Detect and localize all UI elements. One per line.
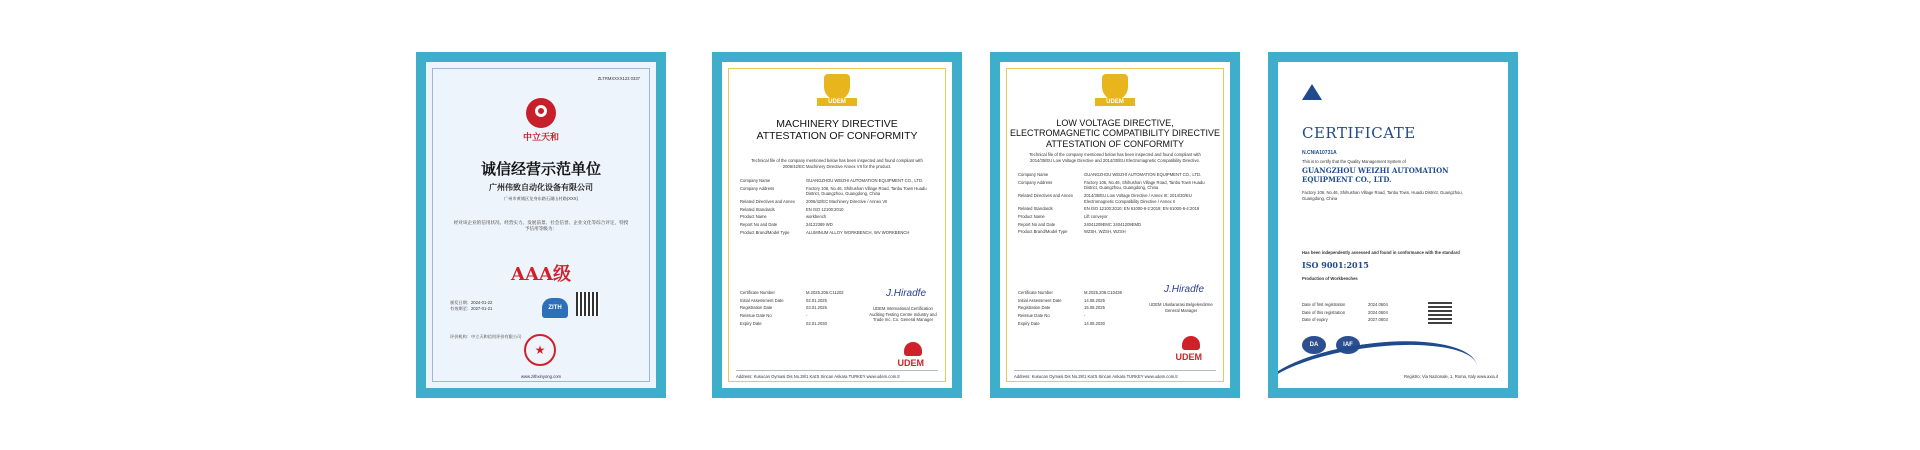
detail-row	[1018, 222, 1212, 228]
detail-key: Reissue Date No	[1018, 313, 1050, 319]
intro: Technical file of the company mentioned below has been inspected and found compliant with 2006/42/EC Machinery Directive Annex VII for the product.	[751, 158, 923, 169]
detail-row	[1018, 172, 1212, 178]
scope: Production of Workbenches	[1302, 276, 1358, 281]
qr-code-icon	[576, 292, 600, 316]
detail-value: M.2025.206.C10436	[1084, 290, 1122, 295]
detail-rows	[740, 178, 934, 237]
signer: UDEM Uluslararasi Belgelendirme General Manager	[1149, 302, 1213, 313]
detail-key: Related Standards	[1018, 206, 1053, 212]
detail-value: WZSH, WZSH, WZSH	[1084, 229, 1126, 235]
title-line-2: ATTESTATION OF CONFORMITY	[756, 130, 918, 143]
machinery-certificate	[712, 52, 962, 398]
detail-value: Lift conveyor	[1084, 214, 1108, 220]
detail-value: 02.01.2030	[806, 320, 827, 326]
detail-row	[740, 207, 934, 213]
detail-row	[740, 305, 842, 311]
detail-key: Reissue Date No	[740, 313, 772, 319]
detail-key: Date of expiry	[1302, 317, 1328, 323]
detail-row	[1018, 298, 1120, 304]
detail-row	[740, 230, 934, 236]
iaf-badge: IAF	[1336, 336, 1360, 354]
detail-value: Factory 106, No.46, Shihushan Village Road, Tanbu Town Huadu District, Guangzhou, Guangdong, China	[806, 185, 927, 197]
signature: J.Hiradfe	[885, 288, 926, 299]
detail-key: Company Name	[740, 178, 771, 183]
detail-row	[1018, 290, 1120, 296]
detail-row	[1018, 313, 1120, 319]
udem-logo-text: UDEM	[1095, 98, 1135, 106]
detail-key: Product Brand/Model Type	[740, 229, 790, 235]
detail-value: GUANGZHOU WEIZHI AUTOMATION EQUIPMENT CO., LTD.	[806, 178, 924, 183]
detail-row	[1302, 317, 1412, 323]
title-line-1: LOW VOLTAGE DIRECTIVE,	[1056, 118, 1174, 128]
footer: Registro: Via Nazionale, 1, Roma, Italy www.axia.it	[1404, 374, 1498, 380]
detail-row	[740, 290, 842, 296]
detail-key: Product Brand/Model Type	[1018, 229, 1068, 235]
certificate-body: 经对该企业的信用状况、经营实力、发展前景、社会信誉、企业文化等综合评定，特授予信用等级为：	[453, 220, 629, 232]
valid-date: 有效期至：2027-01-21	[450, 305, 493, 311]
footer: Address: Kusucan Oymasi Dis No.28/1 Kat:5 Sincan Ankara TURKEY www.udem.com.tr	[1014, 370, 1216, 380]
detail-value: 14.08.2025	[1084, 297, 1105, 303]
detail-value: ALUMINUM ALLOY WORKBENCH, WV WORKBENCH	[806, 229, 910, 235]
certificate-title: 诚信经营示范单位	[480, 160, 601, 178]
detail-key: Certificate Number	[740, 290, 775, 295]
detail-key: Product Name	[740, 214, 767, 220]
detail-row	[740, 222, 934, 228]
detail-row	[740, 186, 934, 197]
detail-row	[1018, 229, 1212, 235]
detail-key: Initial Assessment Date	[740, 297, 784, 303]
certificate-title	[722, 118, 952, 142]
company-address: Factory 106, No.46, Shihushan Village Road, Tanbu Town, Huadu District, Guangzhou, Guangdong, China	[1302, 190, 1463, 201]
credit-grade: AAA级	[511, 264, 571, 285]
qr-code-icon	[1428, 300, 1452, 324]
udem-logo-text: UDEM	[817, 98, 857, 106]
zith-logo: ZITH	[542, 298, 568, 318]
certificate-title: CERTIFICATE	[1302, 124, 1416, 142]
detail-row	[1018, 206, 1212, 212]
detail-value: 2014/35/EU Low Voltage Directive / Annex III; 2014/30/EU Electromagnetic Compatibility Directive / Annex II	[1084, 193, 1192, 204]
seal-icon: ★	[524, 334, 556, 366]
detail-rows	[1018, 172, 1212, 237]
detail-key: Registration Date	[1018, 305, 1051, 311]
conformity-statement: Has been independently assessed and found in conformance with the standard	[1302, 250, 1460, 255]
da-badge: DA	[1302, 336, 1326, 354]
detail-value: 02.01.2025	[806, 297, 827, 303]
certificate-paper	[426, 62, 656, 388]
title-line-2: ELECTROMAGNETIC COMPATIBILITY DIRECTIVE	[1009, 128, 1221, 139]
certificate-paper	[1000, 62, 1230, 388]
detail-key: Date of first registration	[1302, 302, 1346, 307]
detail-row	[740, 298, 842, 304]
intro: Technical file of the company mentioned below has been inspected and found compliant with 2014/35/EU Low Voltage Directive and 2014/30/EU Electromagnetic Compatibility Directive.	[1029, 152, 1201, 163]
detail-key: Report No and Date	[740, 222, 778, 228]
detail-value: 15.08.2025	[1084, 305, 1105, 311]
detail-value: EN ISO 12100:2010	[806, 206, 844, 212]
detail-row	[740, 214, 934, 220]
axia-logo-icon	[1302, 84, 1322, 100]
udem-logo-icon	[817, 72, 857, 112]
detail-row	[1302, 310, 1412, 316]
detail-value: 2024.0604	[1368, 309, 1388, 315]
company-address: 广州市黄埔区龙身东路石湖山村路(XXX)	[504, 196, 578, 201]
certificate-number: N.CNIA10731A	[1302, 150, 1337, 156]
detail-value: 2006/42/EC Machinery Directive / Annex VII	[806, 199, 888, 205]
udem-red-logo: UDEM	[897, 358, 924, 368]
detail-row	[1018, 193, 1212, 204]
detail-key: Registration Date	[740, 305, 773, 311]
detail-value: EN ISO 12100:2010; EN 61000-6-2:2019; EN 61000-6-4:2019	[1084, 206, 1200, 212]
issue-date: 颁发日期：2024-01-22	[450, 300, 493, 305]
detail-row	[1302, 302, 1412, 308]
title-line-3: ATTESTATION OF CONFORMITY	[1046, 138, 1184, 149]
detail-value: 24041209EMC 24041209EMD	[1084, 221, 1142, 227]
certificate-number: ZLTRMXXXX123 0337	[597, 76, 640, 81]
registration-dates	[1302, 302, 1412, 325]
detail-value: -	[806, 313, 808, 319]
brand-name: 中立天和	[522, 132, 559, 142]
detail-value: -	[1084, 313, 1086, 319]
cert-dates	[1018, 290, 1120, 328]
detail-row	[1018, 321, 1120, 327]
brand-logo-icon	[526, 98, 556, 128]
lvd-emc-certificate	[990, 52, 1240, 398]
detail-key: Company Address	[740, 185, 775, 191]
detail-key: Related Directives and Annex	[740, 199, 795, 205]
issuer: 评价机构：中立天和信用评价有限公司	[450, 334, 522, 339]
detail-key: Certificate Number	[1018, 290, 1053, 295]
detail-value: 2027.0603	[1368, 317, 1388, 323]
detail-key: Initial Assessment Date	[1018, 297, 1062, 303]
detail-key: Product Name	[1018, 214, 1045, 220]
detail-row	[1018, 305, 1120, 311]
detail-key: Report No and Date	[1018, 221, 1056, 227]
signature: J.Hiradfe	[1163, 284, 1204, 295]
detail-row	[740, 321, 842, 327]
iso-standard: ISO 9001:2015	[1302, 260, 1369, 270]
detail-key: Expiry Date	[740, 320, 762, 326]
detail-value: M.2025.206.C11202	[806, 290, 844, 295]
detail-row	[740, 313, 842, 319]
dates	[450, 300, 492, 311]
signer: UDEM International Certification Auditing Testing Centre Industry and Trade Inc. Co. General Manager	[869, 306, 937, 323]
iso-certificate	[1268, 52, 1518, 398]
detail-row	[1018, 214, 1212, 220]
detail-key: Related Standards	[740, 206, 775, 212]
detail-row	[1018, 180, 1212, 191]
detail-value: GUANGZHOU WEIZHI AUTOMATION EQUIPMENT CO., LTD.	[1084, 172, 1202, 177]
cert-dates	[740, 290, 842, 328]
detail-key: Company Name	[1018, 172, 1049, 177]
certificate-paper	[722, 62, 952, 388]
credit-certificate	[416, 52, 666, 398]
detail-row	[740, 199, 934, 205]
detail-value: 24122369 WD	[806, 222, 833, 228]
certificate-title	[1000, 118, 1230, 149]
detail-row	[740, 178, 934, 184]
detail-value: 03.01.2025	[806, 305, 827, 311]
company-name: 广州伟致自动化设备有限公司	[489, 183, 593, 192]
footer: Address: Kusucan Oymasi Dis No.28/1 Kat:5 Sincan Ankara TURKEY www.udem.com.tr	[736, 370, 938, 380]
detail-key: Company Address	[1018, 179, 1053, 185]
detail-key: Expiry Date	[1018, 320, 1040, 326]
intro: This is to certify that the Quality Management System of	[1302, 159, 1406, 164]
udem-red-logo: UDEM	[1175, 352, 1202, 362]
certificate-paper	[1278, 62, 1508, 388]
detail-value: 14.08.2030	[1084, 320, 1105, 326]
detail-value: 2024.0604	[1368, 302, 1388, 307]
title-line-1: MACHINERY DIRECTIVE	[776, 118, 898, 130]
footer: www.zithxinyong.com	[520, 374, 562, 379]
company-name: GUANGZHOU WEIZHI AUTOMATION EQUIPMENT CO., LTD.	[1302, 166, 1449, 185]
detail-key: Date of this registration	[1302, 309, 1346, 315]
detail-value: Factory 106, No.46, Shihushan Village Road, Tanbu Town Huadu District, Guangzhou, Guangdong, China	[1084, 179, 1205, 191]
udem-logo-icon	[1095, 72, 1135, 112]
detail-key: Related Directives and Annex	[1018, 193, 1073, 199]
detail-value: workbench	[806, 214, 827, 220]
